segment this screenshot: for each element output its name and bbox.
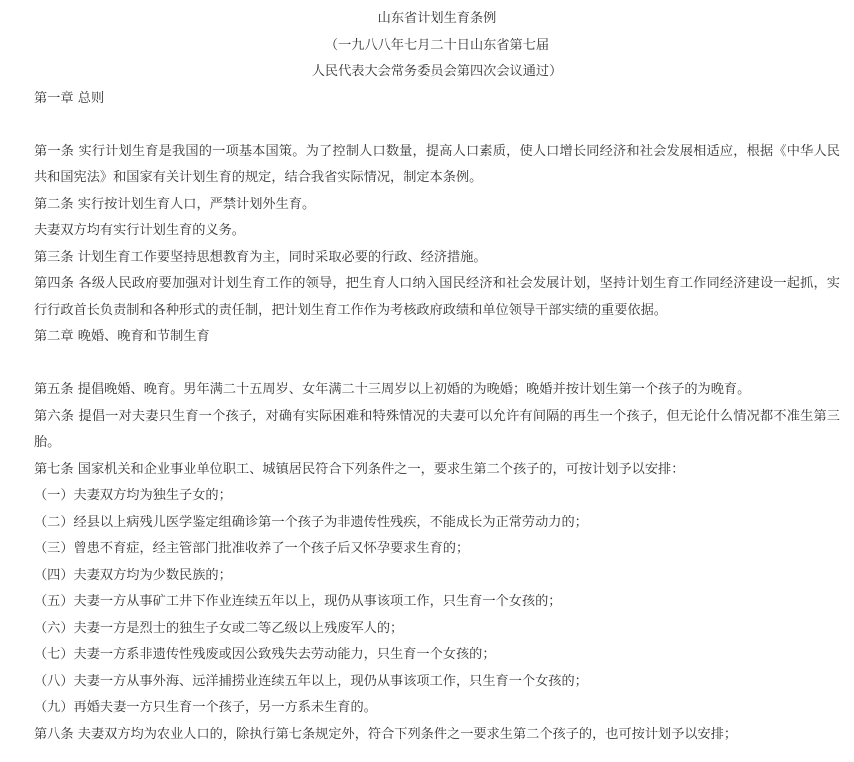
article-6: 第六条 提倡一对夫妻只生育一个孩子，对确有实际困难和特殊情况的夫妻可以允许有间隔的再生一个孩子，但无论什么情况都不准生第三胎。	[34, 408, 840, 450]
document-title: 山东省计划生育条例	[377, 11, 497, 26]
chapter2-heading: 第二章 晚婚、晚育和节制生育	[34, 329, 210, 344]
article-7-item-6: （六）夫妻一方是烈士的独生子女或二等乙级以上残废军人的；	[34, 620, 404, 636]
article-5: 第五条 提倡晚婚、晚育。男年满二十五周岁、女年满二十三周岁以上初婚的为晚婚；晚婚并按计划生第一个孩子的为晚育。	[34, 382, 751, 397]
article-7-item-9: （九）再婚夫妻一方只生育一个孩子，另一方系未生育的。	[34, 700, 377, 715]
article-1: 第一条 实行计划生育是我国的一项基本国策。为了控制人口数量，提高人口素质，使人口增长同经济和社会发展相适应，根据《中华人民共和国宪法》和国家有关计划生育的规定，结合我省实际情况，制定本条例。	[34, 143, 840, 185]
article-8: 第八条 夫妻双方均为农业人口的，除执行第七条规定外，符合下列条件之一要求生第二个孩子的，也可按计划予以安排；	[34, 726, 738, 742]
article-7-item-4: （四）夫妻双方均为少数民族的；	[34, 567, 232, 583]
article-7-item-3: （三）曾患不育症，经主管部门批准收养了一个孩子后又怀孕要求生育的；	[34, 541, 470, 556]
spacer	[34, 112, 840, 139]
article-4: 第四条 各级人民政府要加强对计划生育工作的领导，把生育人口纳入国民经济和社会发展计划，坚持计划生育工作同经济建设一起抓，实行行政首长负责制和各种形式的责任制，把计划生育工作作为考核政府政绩和单位领导干部实绩的重要依据。	[34, 276, 840, 318]
document-body	[34, 6, 840, 748]
article-2-continuation: 夫妻双方均有实行计划生育的义务。	[34, 223, 245, 238]
article-7-item-8: （八）夫妻一方从事外海、远洋捕捞业连续五年以上，现仍从事该项工作，只生育一个女孩的；	[34, 673, 588, 689]
chapter1-heading: 第一章 总则	[34, 90, 105, 106]
document-subtitle-line2: 人民代表大会常务委员会第四次会议通过）	[311, 64, 563, 79]
article-3: 第三条 计划生育工作要坚持思想教育为主，同时采取必要的行政、经济措施。	[34, 249, 487, 265]
article-7-item-1: （一）夫妻双方均为独生子女的；	[34, 488, 232, 503]
spacer	[34, 351, 840, 378]
article-7: 第七条 国家机关和企业事业单位职工、城镇居民符合下列条件之一，要求生第二个孩子的，可按计划予以安排：	[34, 461, 685, 477]
document-subtitle-line1: （一九八八年七月二十日山东省第七届	[324, 37, 550, 53]
article-2: 第二条 实行按计划生育人口，严禁计划外生育。	[34, 196, 316, 212]
article-7-item-2: （二）经县以上病残儿医学鉴定组确诊第一个孩子为非遗传性残疾，不能成长为正常劳动力的；	[34, 514, 588, 530]
article-7-item-7: （七）夫妻一方系非遗传性残废或因公致残失去劳动能力，只生育一个女孩的；	[34, 647, 496, 662]
article-7-item-5: （五）夫妻一方从事矿工井下作业连续五年以上，现仍从事该项工作，只生育一个女孩的；	[34, 594, 562, 609]
